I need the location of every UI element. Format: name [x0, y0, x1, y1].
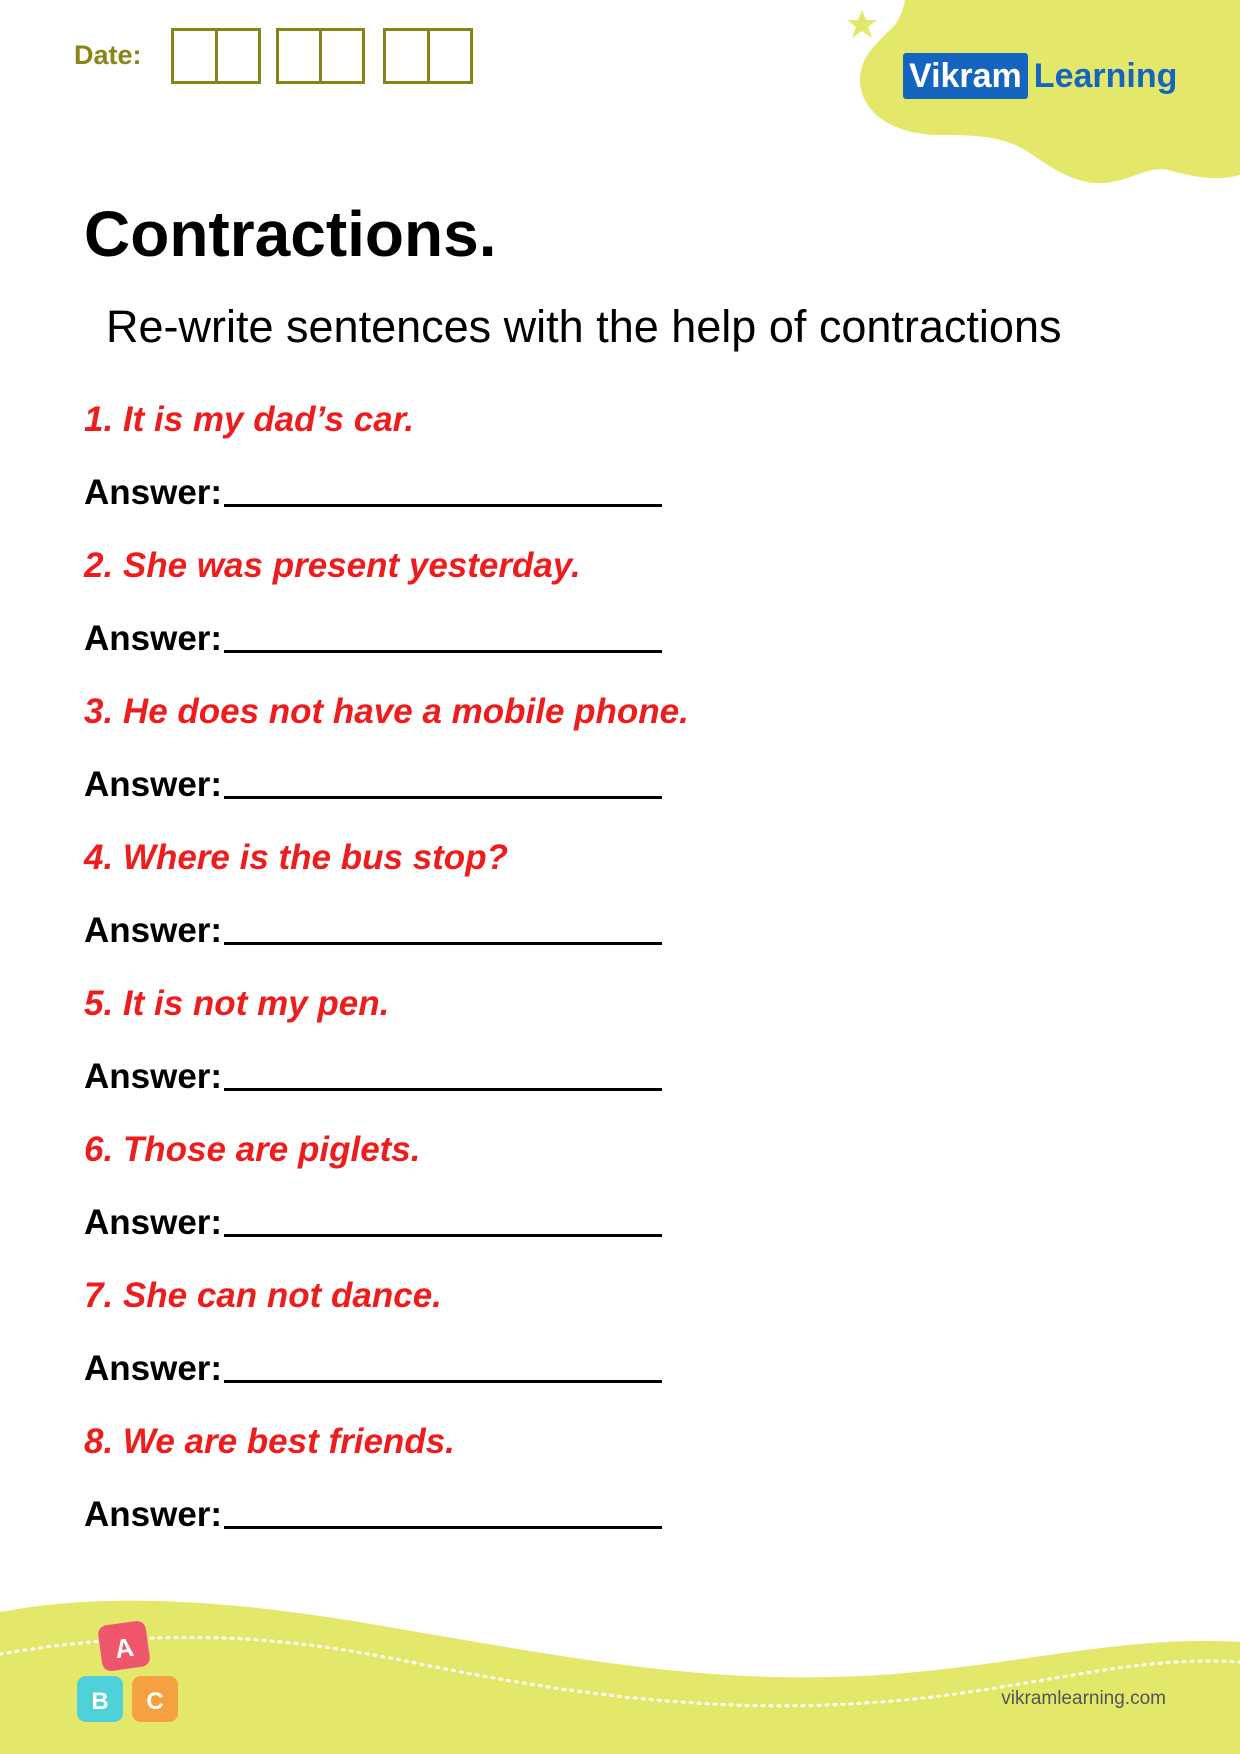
instruction: Re-write sentences with the help of contractions — [106, 301, 1062, 352]
answer-label: Answer: — [84, 473, 223, 512]
date-day-cell[interactable] — [215, 31, 259, 81]
date-day-cell[interactable] — [174, 31, 215, 81]
answer-line[interactable] — [224, 1524, 662, 1529]
answer-label: Answer: — [84, 911, 223, 950]
answer-label: Answer: — [84, 1349, 223, 1388]
logo-vikram: Vikram — [903, 53, 1028, 99]
answer-label: Answer: — [84, 619, 223, 658]
answer-label: Answer: — [84, 1203, 223, 1242]
answer-row-8 — [84, 1493, 662, 1537]
question-7: 7. She can not dance. — [84, 1276, 442, 1315]
answer-row-1 — [84, 471, 662, 515]
block-c-letter: C — [146, 1688, 164, 1715]
logo-learning: Learning — [1033, 57, 1178, 95]
question-4: 4. Where is the bus stop? — [84, 838, 508, 877]
answer-row-4 — [84, 909, 662, 953]
answer-line[interactable] — [224, 1086, 662, 1091]
date-month-cell[interactable] — [279, 31, 319, 81]
vikram-learning-logo — [903, 53, 1177, 99]
question-8: 8. We are best friends. — [84, 1422, 455, 1461]
question-2: 2. She was present yesterday. — [84, 546, 581, 585]
answer-label: Answer: — [84, 1495, 223, 1534]
star-icon — [847, 10, 877, 38]
answer-row-6 — [84, 1201, 662, 1245]
date-year-boxes[interactable] — [383, 28, 473, 84]
answer-line[interactable] — [224, 1378, 662, 1383]
answer-line[interactable] — [224, 502, 662, 507]
answer-label: Answer: — [84, 1057, 223, 1096]
date-day-boxes[interactable] — [171, 28, 261, 84]
date-year-cell[interactable] — [386, 31, 427, 81]
abc-blocks-icon — [72, 1618, 192, 1738]
answer-row-5 — [84, 1055, 662, 1099]
date-label: Date: — [74, 40, 142, 70]
question-1: 1. It is my dad’s car. — [84, 400, 415, 439]
block-a-letter: A — [112, 1631, 136, 1665]
answer-line[interactable] — [224, 794, 662, 799]
date-year-cell[interactable] — [427, 31, 471, 81]
question-3: 3. He does not have a mobile phone. — [84, 692, 689, 731]
answer-line[interactable] — [224, 940, 662, 945]
question-6: 6. Those are piglets. — [84, 1130, 421, 1169]
answer-label: Answer: — [84, 765, 223, 804]
answer-row-2 — [84, 617, 662, 661]
answer-line[interactable] — [224, 1232, 662, 1237]
footer-url[interactable]: vikramlearning.com — [1001, 1688, 1166, 1709]
date-month-cell[interactable] — [319, 31, 362, 81]
question-5: 5. It is not my pen. — [84, 984, 390, 1023]
answer-row-3 — [84, 763, 662, 807]
block-b-letter: B — [91, 1688, 109, 1715]
date-month-boxes[interactable] — [276, 28, 365, 84]
answer-line[interactable] — [224, 648, 662, 653]
page-title: Contractions. — [84, 198, 497, 270]
answer-row-7 — [84, 1347, 662, 1391]
